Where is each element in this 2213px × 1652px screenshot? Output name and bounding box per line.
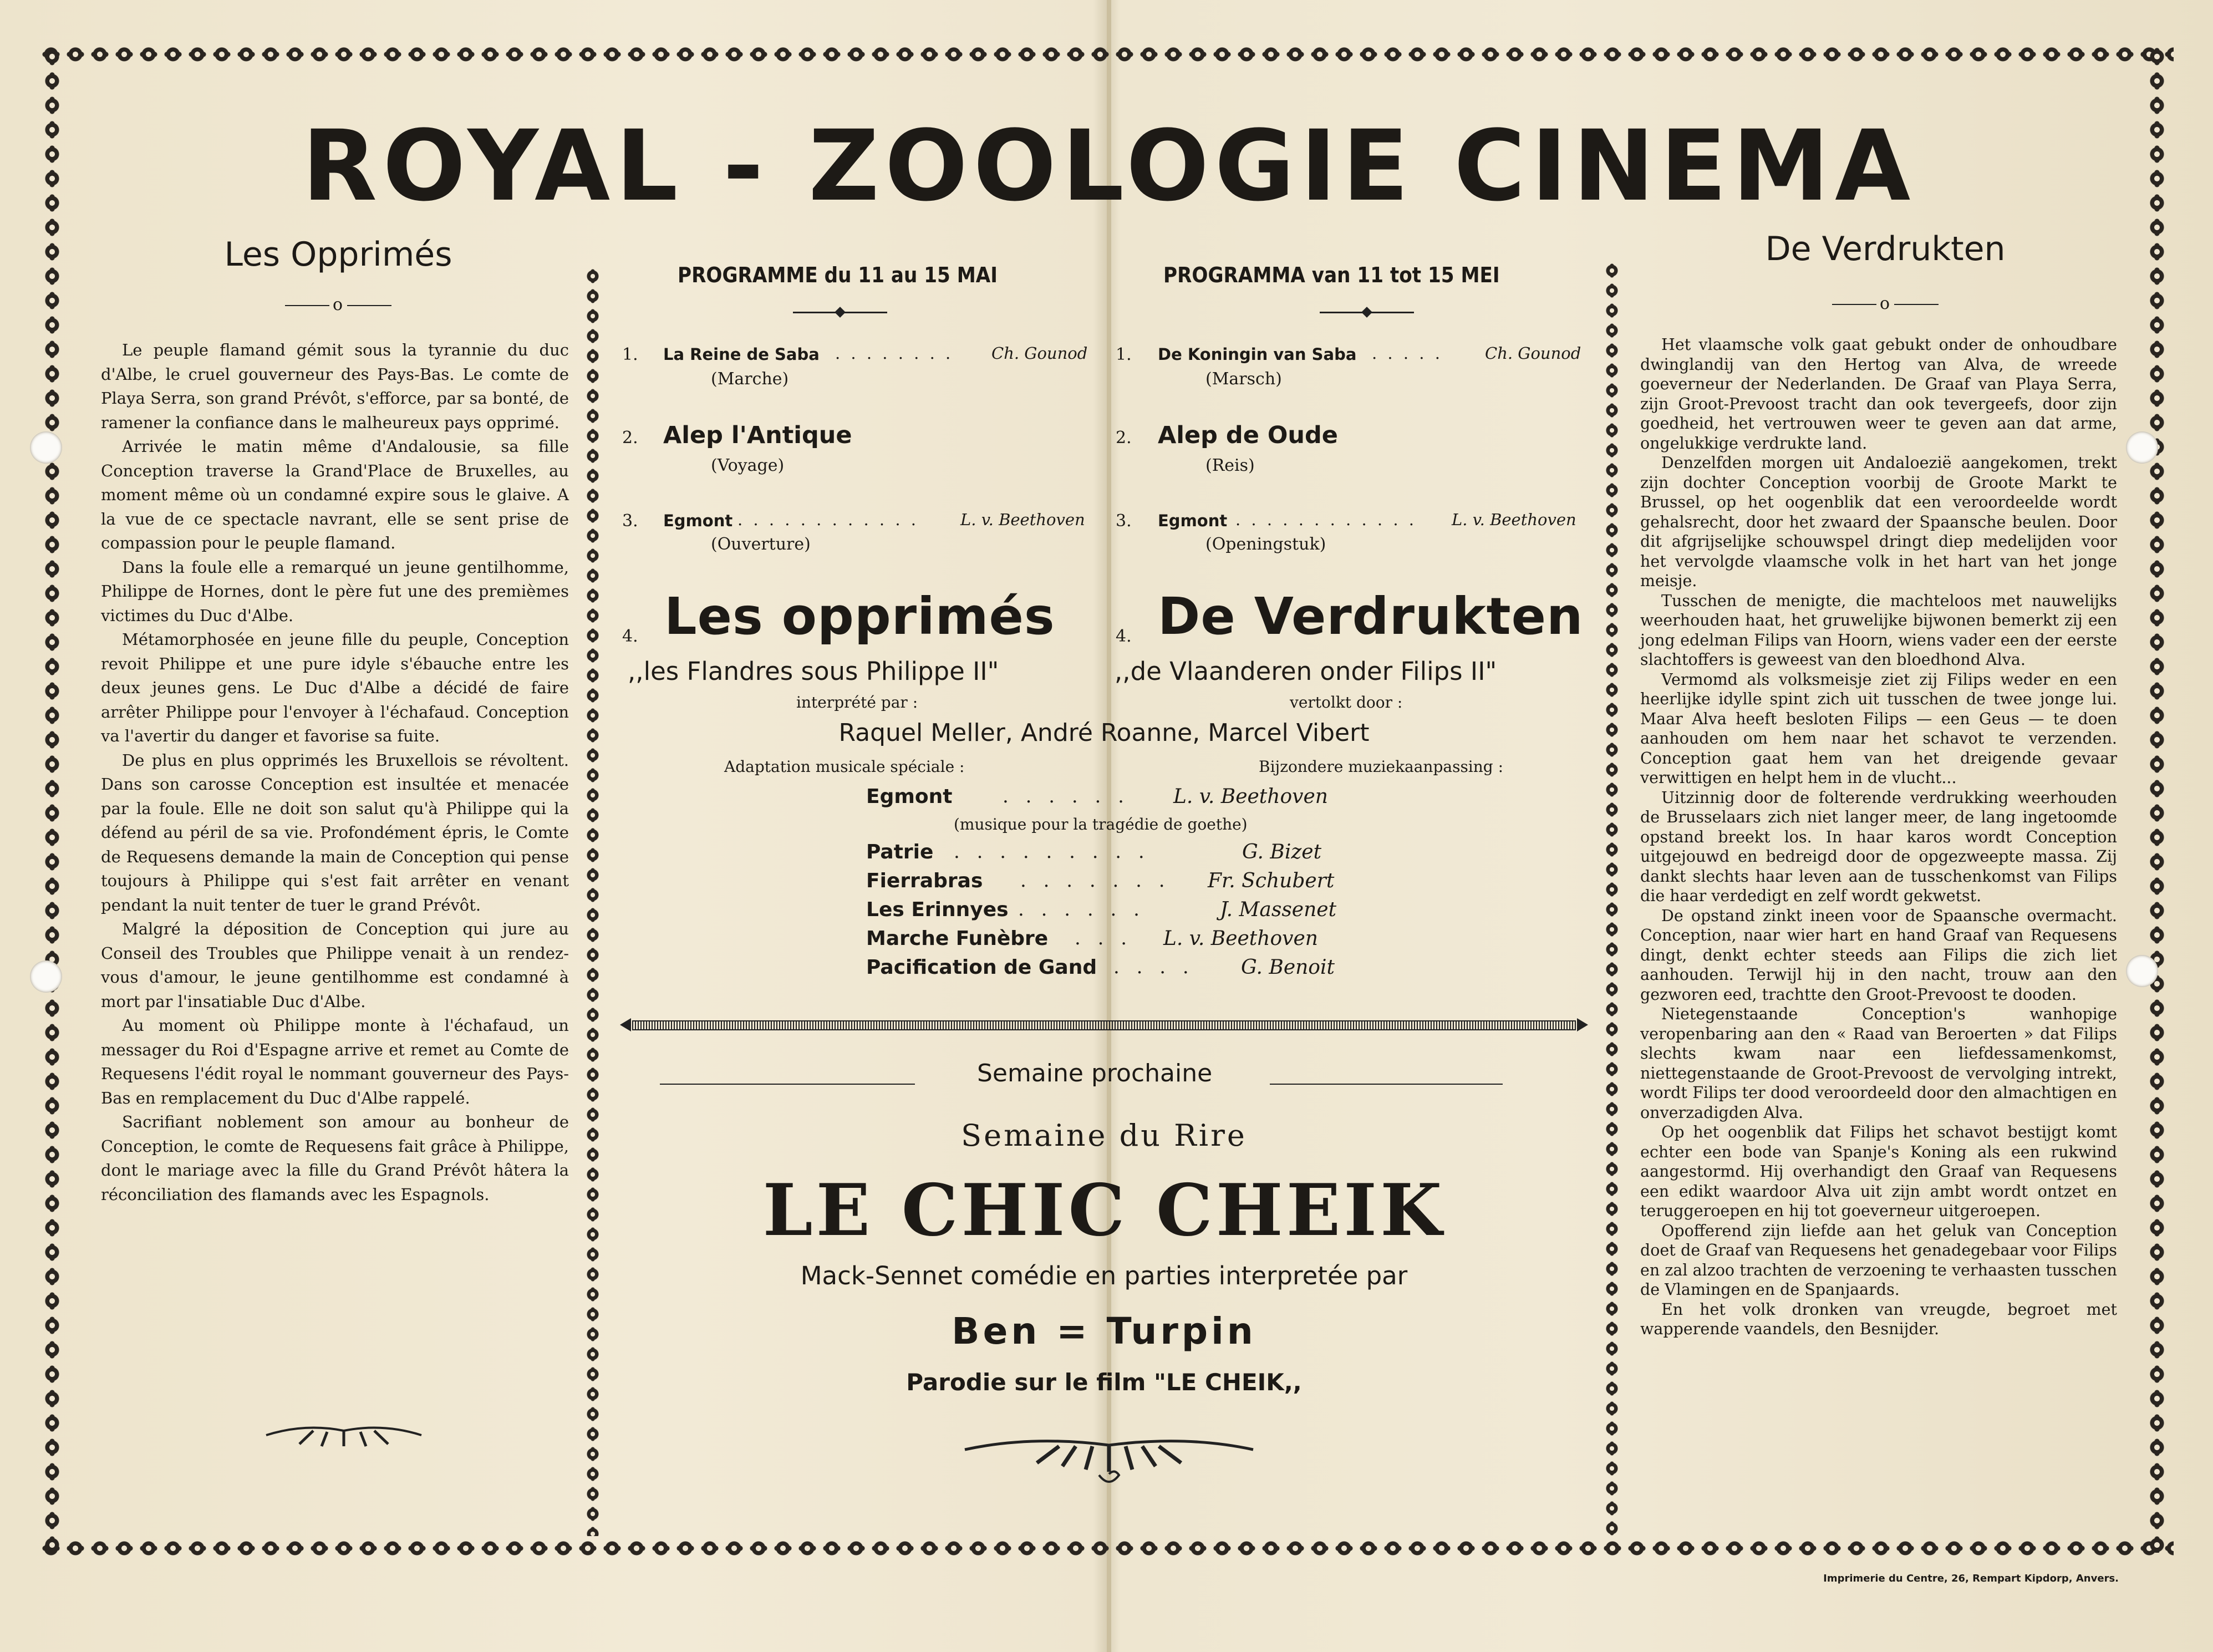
paragraph: Le peuple flamand gémit sous la tyrannie du duc d'Albe, le cruel gouverneur des Pays-Bas. Le comte de Playa Serra, son grand Prévôt, s'efforce, par sa bonté, de ramener la confiance dans le malheureux pays opprimé. xyxy=(101,340,569,432)
item-number: 4. xyxy=(1116,627,1132,646)
rule xyxy=(1270,1084,1503,1085)
interpreted-by-fr: interprété par : xyxy=(796,693,918,711)
paragraph: Opofferend zijn liefde aan het geluk van Conception doet de Graaf van Requesens het genadegebaar voor Filips en zal alzoo trachten de verzoening te verhaasten tusschen de Vlamingen en de Spanjaards. xyxy=(1640,1221,2117,1299)
program-item-name: Egmont xyxy=(1158,511,1228,530)
border-top xyxy=(39,43,2174,65)
program-item-name: Alep l'Antique xyxy=(663,421,852,449)
leader-dots: . . . xyxy=(1075,927,1133,949)
program-item-name: La Reine de Saba xyxy=(663,345,820,364)
music-adaptation-fr: Adaptation musicale spéciale : xyxy=(724,758,965,776)
paragraph: Métamorphosée en jeune fille du peuple, Conception revoit Philippe et une pure idyle s'ébauche entre les deux jeunes gens. Le Duc d'Albe a décidé de faire arrêter Philippe pour l'envoyer à l'échafaud. Conception va l'avertir du danger et favorise sa fuite. xyxy=(101,630,569,745)
composer: L. v. Beethoven xyxy=(1452,510,1576,529)
item-number: 3. xyxy=(622,511,638,531)
programme-heading-fr: PROGRAMME du 11 au 15 MAI xyxy=(678,263,998,287)
music-piece: Egmont xyxy=(866,785,953,808)
right-ornament: o xyxy=(1808,294,1963,313)
divider-right xyxy=(1602,261,1621,1536)
paragraph: En het volk dronken van vreugde, begroet met wapperende vaandels, den Besnijder. xyxy=(1640,1300,2117,1338)
item-note: (Reis) xyxy=(1205,456,1255,475)
paragraph: Op het oogenblik dat Filips het schavot bestijgt komt echter een bode van Spanje's Koning als een rukwind aangestormd. Hij overhandigt den Graaf van Requesens een edikt waardoor Alva uit zijn ambt wordt ontzet en teruggeroepen en hij tot goeverneur uitgeroepen. xyxy=(1640,1123,2117,1220)
music-adaptation-nl: Bijzondere muziekaanpassing : xyxy=(1259,758,1504,776)
item-number: 3. xyxy=(1116,511,1132,531)
program-item-name: De Koningin van Saba xyxy=(1158,345,1357,364)
heading-rule-nl xyxy=(1320,308,1414,316)
next-film-title: LE CHIC CHEIK xyxy=(762,1169,1446,1252)
interpreted-by-nl: vertolkt door : xyxy=(1290,693,1403,711)
cast: Raquel Meller, André Roanne, Marcel Vibert xyxy=(838,719,1370,747)
paragraph: Arrivée le matin même d'Andalousie, sa fille Conception traverse la Grand'Place de Bruxelles, au moment même où un condamné expire sous le glaive. A la vue de ce spectacle navrant, elle se sent prise de compassion pour le peuple flamand. xyxy=(101,437,569,552)
paragraph: Au moment où Philippe monte à l'échafaud, un messager du Roi d'Espagne arrive et remet au Comte de Requesens l'édit royal le nommant gouverneur des Pays-Bas en remplacement du Duc d'Albe rappelé. xyxy=(101,1016,569,1107)
paragraph: Het vlaamsche volk gaat gebukt onder de onhoudbare dwinglandij van den Hertog van Alva, de wreede goeverneur der Nederlanden. De Graaf van Playa Serra, zijn Groot-Prevoost tracht dan ook tevergeefs, door zijn goedheid, het vertrouwen weer te geven aan dat arme, ongelukkige verdrukte land. xyxy=(1640,336,2117,453)
paragraph: Malgré la déposition de Conception qui jure au Conseil des Troubles que Philippe venait à un rendez-vous d'amour, le jeune gentilhomme est condamné à mort par l'insatiable Duc d'Albe. xyxy=(101,919,569,1011)
week-title: Semaine du Rire xyxy=(961,1118,1247,1153)
film-subtitle-fr: ,,les Flandres sous Philippe II" xyxy=(628,657,999,686)
rule xyxy=(660,1084,915,1085)
next-week-label: Semaine prochaine xyxy=(977,1059,1213,1087)
item-number: 2. xyxy=(622,428,638,448)
leader-dots: . . . . . xyxy=(1372,344,1443,363)
program-item-name: Alep de Oude xyxy=(1158,421,1338,449)
item-note: (Ouverture) xyxy=(711,535,811,554)
leader-dots: . . . . . . . . . xyxy=(954,841,1150,863)
music-piece: Les Erinnyes xyxy=(866,898,1009,921)
film-title-fr: Les opprimés xyxy=(664,587,1055,646)
leader-dots: . . . . . . . . . . . . xyxy=(1235,510,1417,529)
film-subtitle-nl: ,,de Vlaanderen onder Filips II" xyxy=(1115,657,1497,686)
music-composer: J. Massenet xyxy=(1220,898,1337,921)
paragraph: De plus en plus opprimés les Bruxellois se révoltent. Dans son carosse Conception est insultée et menacée par la foule. Elle ne doit son salut qu'à Philippe qui la défend au péril de sa vie. Profondément épris, le Comte de Requesens demande la main de Conception qui pense toujours à Philippe qui s'est fait arrêter en venant pendant la nuit tenter de tuer le grand Prévôt. xyxy=(101,750,569,914)
border-left xyxy=(40,44,64,1553)
paragraph: Vermomd als volksmeisje ziet zij Filips weder en een heerlijke idylle spint zich uit tusschen de twee jonge lui. Maar Alva heeft besloten Filips — een Geus — te doen aanhouden om hem naar het schavot te verzenden. Conception gaat hem van het dreigende gevaar verwittigen en helpt hem in de vlucht... xyxy=(1640,670,2117,787)
composer: Ch. Gounod xyxy=(991,344,1088,363)
left-heading: Les Opprimés xyxy=(224,235,452,274)
item-number: 2. xyxy=(1116,428,1132,448)
leader-dots: . . . . . . . . xyxy=(835,344,954,363)
item-note: (Voyage) xyxy=(711,456,785,475)
item-note: (Marsch) xyxy=(1205,369,1282,389)
punch-hole xyxy=(2126,431,2158,464)
right-heading: De Verdrukten xyxy=(1765,230,2006,268)
left-ornament: o xyxy=(261,295,416,314)
item-number: 1. xyxy=(622,345,638,364)
paragraph: Nietegenstaande Conception's wanhopige veropenbaring aan den « Raad van Beroerten » dat Filips slechts kwam naar een liefdessamenkomst, niettegenstaande de Groot-Prevoost de vervolging intrekt, wordt Filips ter dood veroordeeld door den almachtigen en onverzadigden Alva. xyxy=(1640,1005,2117,1122)
paragraph: De opstand zinkt ineen voor de Spaansche overmacht. Conception, naar wier hart en hand Graaf van Requesens dingt, denkt echter steeds aan Filips die zich liet aanhouden. Terwijl hij in den nacht, trouw aan den gezworen eed, trachtte den Groot-Prevoost te dooden. xyxy=(1640,906,2117,1004)
music-piece: Pacification de Gand xyxy=(866,956,1097,979)
paragraph: Denzelfden morgen uit Andaloezië aangekomen, trekt zijn dochter Conception voorbij de Groote Markt te Brussel, op het oogenblik dat een veroordeelde wordt gehalsrecht, door het zwaard der Spaansche beulen. Door dit afgrijselijke schouwspel dringt diep medelijden voor het vervolgde vlaamsche volk in het hart van het jonge meisje. xyxy=(1640,454,2117,590)
leader-dots: . . . . . . xyxy=(1018,898,1145,921)
music-composer: G. Bizet xyxy=(1242,841,1322,863)
paragraph: Sacrifiant noblement son amour au bonheur de Conception, le comte de Requesens fait grâce à Philippe, dont le mariage avec la fille du Grand Prévôt hâtera la réconciliation des flamands avec les Espagnols. xyxy=(101,1112,569,1204)
item-number: 4. xyxy=(622,627,638,646)
border-bottom xyxy=(39,1537,2174,1559)
paragraph: Dans la foule elle a remarqué un jeune gentilhomme, Philippe de Hornes, dont le père fut une des premièmes victimes du Duc d'Albe. xyxy=(101,557,569,625)
leader-dots: . . . . . . . xyxy=(1020,870,1171,892)
item-note: (Openingstuk) xyxy=(1205,535,1326,554)
paragraph: Tusschen de menigte, die machteloos met nauwelijks weerhouden haat, het gruwelijke bijwonen bemerkt zij een jong edelman Filips van Hoorn, wiens vader een der eerste slachtoffers is geweest van den bloedhond Alva. xyxy=(1640,591,2117,669)
next-film-description: Mack-Sennet comédie en parties interpretée par xyxy=(800,1261,1408,1290)
flourish-left xyxy=(261,1419,427,1450)
imprint: Imprimerie du Centre, 26, Rempart Kipdorp, Anvers. xyxy=(1823,1573,2119,1584)
item-number: 1. xyxy=(1116,345,1132,364)
divider-left xyxy=(583,266,602,1536)
heading-rule-fr xyxy=(793,308,887,316)
left-synopsis xyxy=(101,338,569,1207)
music-piece: Marche Funèbre xyxy=(866,927,1049,950)
music-piece: Patrie xyxy=(866,841,934,863)
punch-hole xyxy=(30,960,62,993)
paragraph: Uitzinnig door de folterende verdrukking weerhouden de Brusselaars zich niet langer meer, de lang ingetoomde opstand breekt los. In haar karos wordt Conception uitgejouwd en bedreigd door de opgezweepte massa. Zij dankt slechts haar leven aan de tusschenkomst van Filips die haar verdedigt en zelf wordt gekwetst. xyxy=(1640,788,2117,905)
punch-hole xyxy=(30,431,62,464)
film-title-nl: De Verdrukten xyxy=(1158,587,1584,646)
leader-dots: . . . . xyxy=(1113,956,1194,978)
item-note: (Marche) xyxy=(711,369,789,389)
program-item-name: Egmont xyxy=(663,511,733,530)
composer: Ch. Gounod xyxy=(1485,344,1581,363)
star-name: Ben = Turpin xyxy=(952,1310,1256,1353)
right-synopsis xyxy=(1640,335,2117,1339)
leader-dots: . . . . . . xyxy=(1003,785,1130,807)
music-composer: L. v. Beethoven xyxy=(1173,785,1328,808)
music-composer: G. Benoit xyxy=(1241,956,1335,979)
flourish-center xyxy=(954,1433,1264,1494)
parody-note: Parodie sur le film "LE CHEIK,, xyxy=(906,1369,1302,1396)
border-right xyxy=(2145,44,2169,1553)
page-title: ROYAL - ZOOLOGIE CINEMA xyxy=(302,109,1916,223)
music-composer: L. v. Beethoven xyxy=(1163,927,1318,950)
music-composer: Fr. Schubert xyxy=(1208,870,1335,892)
punch-hole xyxy=(2126,955,2158,987)
music-note: (musique pour la tragédie de goethe) xyxy=(954,815,1248,833)
composer: L. v. Beethoven xyxy=(960,510,1085,529)
programme-heading-nl: PROGRAMMA van 11 tot 15 MEI xyxy=(1163,263,1500,287)
ornamental-rule xyxy=(620,1018,1588,1033)
leader-dots: . . . . . . . . . . . . xyxy=(737,510,919,529)
music-piece: Fierrabras xyxy=(866,870,983,892)
